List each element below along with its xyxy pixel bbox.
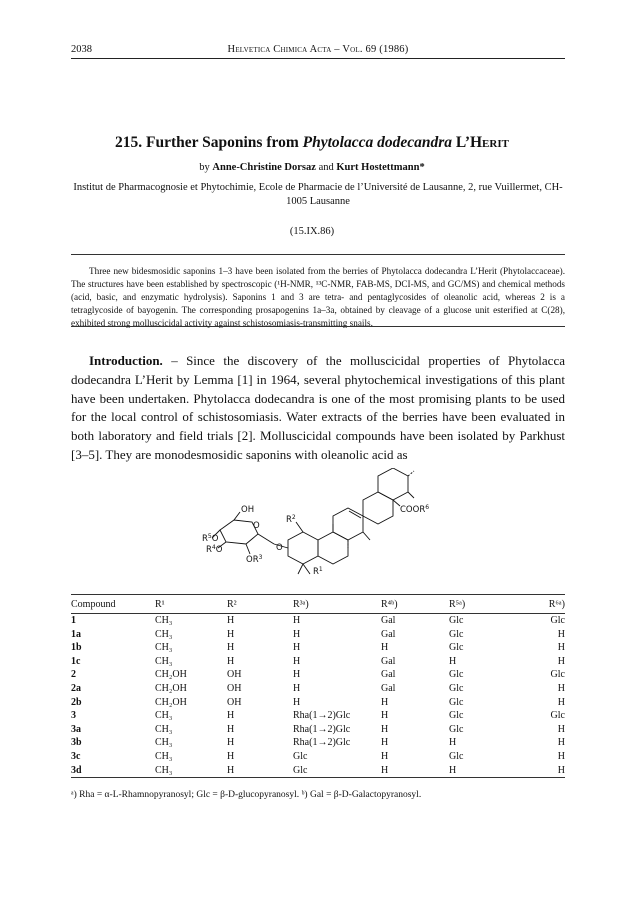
structure-svg [200,468,430,590]
table-cell: H [449,737,457,749]
table-cell: H [557,696,565,708]
table-cell: H [227,750,235,762]
table-cell: Rha(1→2)Glc [293,723,351,735]
table-row [71,736,565,750]
table-body [71,614,565,778]
table-cell: CH₃ [155,737,173,749]
table-cell: Gal [381,682,396,694]
table-row [71,614,565,628]
table-cell: Glc [449,669,464,681]
table-cell: Glc [449,628,464,640]
author-1: Anne-Christine Dorsaz [212,162,316,173]
abstract-bottom-rule [71,326,565,327]
title-prefix: Further Saponins from [146,134,299,151]
abstract: Three new bidesmosidic saponins 1–3 have been isolated from the berries of Phytolacca dodecandra L’Herit (Phytolaccaceae). The structures have been established by spectroscopic (¹H-NMR, ¹³C-NMR, FAB-MS, DCI-MS, and GC/MS) and chemical methods (acid, basic, and enzymatic hydrolysis). Saponins 1 and 3 are tetra- and pentaglycosides of oleanolic acid, whereas 2 is a tetraglycoside of bayogenin. The corresponding prosapogenins 1a–3a, obtained by cleavage of a glucose unit esterified at C(28), exhibited strong molluscicidal activity against schistosomiasis-transmitting snails. [71,266,565,328]
table-cell: OH [227,682,242,694]
table-cell: Rha(1→2)Glc [293,737,351,749]
title-author-abbrev: L’Herit [455,134,509,151]
table-cell: H [557,750,565,762]
column-header: R¹ [155,598,165,610]
table-cell: Rha(1→2)Glc [293,710,351,722]
table-row [71,764,565,778]
column-header: R⁴ᵇ) [381,598,398,610]
table-cell: OH [227,669,242,681]
table-cell: Gal [381,628,396,640]
table-cell: H [227,723,235,735]
r1-label: $R^1$ [313,566,323,577]
table-cell: CH₂OH [155,669,187,681]
compound-id-cell: 2a [71,682,81,694]
article-number: 215. [115,134,143,151]
header-rule [71,58,565,59]
table-cell: Glc [293,750,308,762]
table-cell: H [381,764,389,776]
table-cell: Glc [293,764,308,776]
r4-label: $R^4O$ [206,544,223,555]
table-cell: CH₃ [155,655,173,667]
table-cell: Gal [381,615,396,626]
authors-prefix: by [199,162,210,173]
table-cell: H [227,737,235,749]
title-species: Phytolacca dodecandra [302,134,453,151]
hydroxyl-label: OH [241,505,255,515]
journal-citation: Helvetica Chimica Acta – Vol. 69 (1986) [227,44,409,55]
table-cell: H [227,615,235,626]
table-row [71,709,565,723]
table-footnote: ᵃ) Rha = α-L-Rhamnopyranosyl; Glc = β-D-glucopyranosyl. ᵇ) Gal = β-D-Galactopyranosyl. [71,790,422,800]
table-cell: H [227,642,235,654]
table-cell: Glc [449,696,464,708]
table-cell: Gal [381,655,396,667]
table-row [71,628,565,642]
compound-id-cell: 1 [71,615,76,626]
table-cell: Glc [449,642,464,654]
table-cell: H [227,628,235,640]
table-cell: H [557,655,565,667]
table-cell: H [293,682,301,694]
affiliation: Institut de Pharmacognosie et Phytochimie, Ecole de Pharmacie de l’Université de Lausanne, 2, rue Vuillermet, CH-1005 Lausanne [73,182,563,207]
intro-heading: Introduction. [89,353,163,368]
compound-id-cell: 1c [71,655,81,667]
table-cell: Glc [550,615,565,626]
table-cell: Glc [449,750,464,762]
ring-system [212,468,414,574]
table-cell: CH₂OH [155,696,187,708]
coor6-label: COOR$^6$ [400,504,430,515]
table-row [71,696,565,710]
column-header: R² [227,598,237,610]
table-row [71,668,565,682]
table-cell: H [557,737,565,749]
table-cell: H [557,682,565,694]
compound-id-cell: 3b [71,737,82,749]
table-cell: H [293,696,301,708]
running-head [71,44,565,55]
table-cell: CH₃ [155,615,173,626]
table-cell: H [449,764,457,776]
table-cell: CH₃ [155,723,173,735]
table-cell: H [227,710,235,722]
table-cell: H [381,710,389,722]
table-cell: H [381,737,389,749]
compound-id-cell: 1b [71,642,82,654]
introduction-paragraph [71,352,565,465]
column-header: Compound [71,598,116,610]
glycosidic-oxygen-label: O [276,543,283,553]
authors-line [60,162,564,173]
table-cell: H [293,628,301,640]
or3-label: $OR^3$ [246,554,263,565]
ring-oxygen-label: O [253,521,260,531]
r5-label: $R^5O$ [202,533,219,544]
abstract-top-rule [71,254,565,255]
table-cell: OH [227,696,242,708]
table-cell: Glc [550,669,565,681]
table-cell: CH₃ [155,642,173,654]
table-cell: H [293,669,301,681]
article-title [60,134,564,152]
table-cell: Glc [449,710,464,722]
received-date: (15.IX.86) [289,226,335,237]
table-cell: Glc [449,682,464,694]
compound-id-cell: 1a [71,628,81,640]
compound-id-cell: 3c [71,750,81,762]
table-row [71,723,565,737]
compound-id-cell: 3d [71,764,82,776]
compound-id-cell: 3 [71,710,76,722]
table-header-row [71,595,565,614]
table-cell: CH₃ [155,710,173,722]
table-cell: H [381,642,389,654]
intro-text: – Since the discovery of the molluscicidal properties of Phytolacca dodecandra L’Herit by Lemma [1] in 1964, several phytochemical investigations of this plant have been undertaken. Phytolacca dodecandra is one of the most promising plants to be used for the local control of schistosomiasis. Water extracts of the berries have been evaluated in both laboratory and field trials [2]. Molluscicidal compounds have been isolated by Parkhust [3–5]. They are monodesmosidic saponins with oleanolic acid as [71,353,565,462]
compound-id-cell: 2 [71,669,76,681]
table-cell: CH₂OH [155,682,187,694]
compound-id-cell: 2b [71,696,82,708]
substituent-table-container [71,594,565,778]
table-cell: CH₃ [155,764,173,776]
table-cell: H [293,655,301,667]
table-cell: CH₃ [155,750,173,762]
column-header: R⁵ᵃ) [449,598,466,610]
author-2: Kurt Hostettmann* [336,162,425,173]
table-cell: H [557,628,565,640]
table-row [71,655,565,669]
table-cell: CH₃ [155,628,173,640]
saponin-structure-diagram [200,468,430,590]
table-cell: Gal [381,669,396,681]
table-cell: H [557,764,565,776]
table-row [71,641,565,655]
table-cell: H [449,655,457,667]
table-cell: H [227,764,235,776]
r2-label: $R^2$ [286,514,296,525]
compound-id-cell: 3a [71,723,81,735]
authors-conj: and [318,162,334,173]
page-number: 2038 [71,44,92,55]
table-cell: Glc [449,615,464,626]
column-header: R³ᵃ) [293,598,309,610]
table-cell: Glc [449,723,464,735]
substituent-table [71,594,565,778]
table-cell: H [293,642,301,654]
table-cell: H [381,750,389,762]
column-header: R⁶ᵃ) [548,598,565,610]
table-cell: H [557,642,565,654]
table-cell: H [381,723,389,735]
table-cell: H [381,696,389,708]
table-cell: Glc [550,710,565,722]
table-row [71,682,565,696]
table-cell: H [227,655,235,667]
table-cell: H [293,615,301,626]
table-cell: H [557,723,565,735]
table-row [71,750,565,764]
table-header [71,595,565,614]
